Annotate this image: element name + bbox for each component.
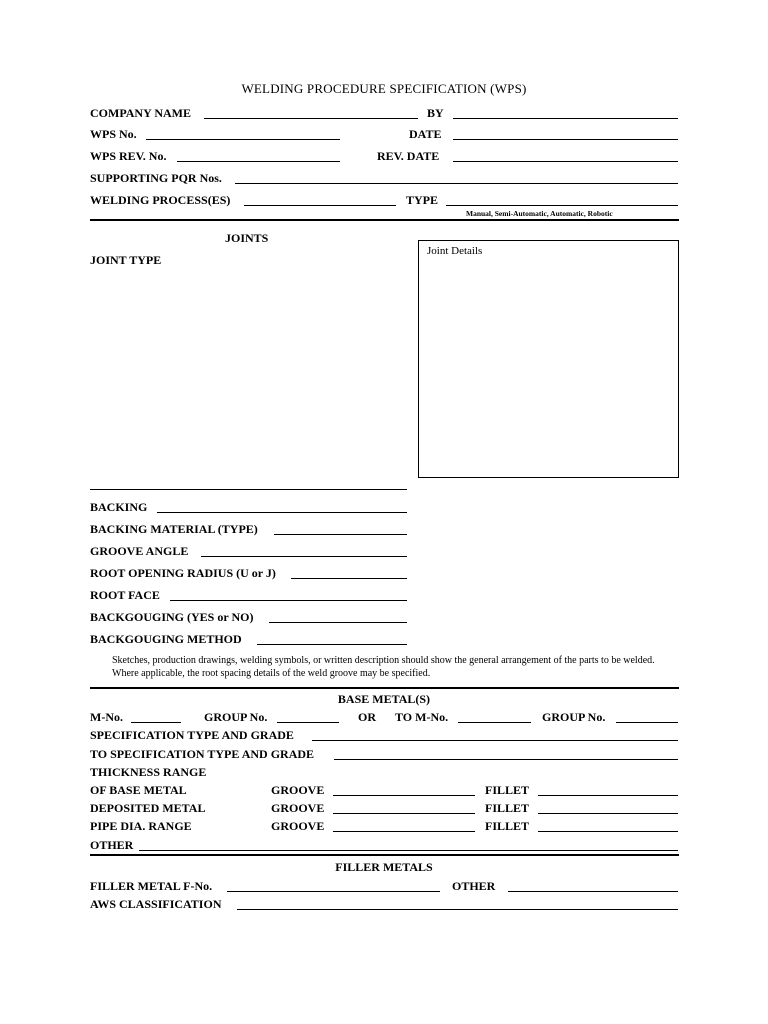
backgouging-method-label: BACKGOUGING METHOD: [90, 632, 242, 646]
type-options-hint: Manual, Semi-Automatic, Automatic, Robotic: [466, 209, 613, 218]
or-label: OR: [358, 710, 376, 724]
filler-f-no-field[interactable]: [227, 891, 440, 892]
fillet-label-3: FILLET: [485, 819, 530, 833]
filler-other-label: OTHER: [452, 879, 496, 893]
wps-rev-no-field[interactable]: [177, 161, 340, 162]
joint-details-box[interactable]: [418, 240, 679, 478]
joint-details-label: Joint Details: [427, 245, 483, 257]
root-face-label: ROOT FACE: [90, 588, 160, 602]
group-no-field[interactable]: [277, 722, 339, 723]
groove-label-3: GROOVE: [271, 819, 325, 833]
base-metal-fillet-field[interactable]: [538, 795, 678, 796]
section-divider: [90, 687, 679, 689]
joints-heading: JOINTS: [225, 231, 269, 245]
to-spec-type-grade-label: TO SPECIFICATION TYPE AND GRADE: [90, 747, 315, 761]
rev-date-label: REV. DATE: [377, 149, 440, 163]
root-opening-field[interactable]: [291, 578, 407, 579]
supporting-pqr-field[interactable]: [235, 183, 678, 184]
root-opening-label: ROOT OPENING RADIUS (U or J): [90, 566, 276, 580]
groove-label-1: GROOVE: [271, 783, 325, 797]
page-title: WELDING PROCEDURE SPECIFICATION (WPS): [241, 81, 527, 96]
by-label: BY: [427, 106, 444, 120]
spec-type-grade-label: SPECIFICATION TYPE AND GRADE: [90, 728, 294, 742]
section-divider: [90, 219, 679, 221]
date-label: DATE: [409, 127, 442, 141]
deposited-groove-field[interactable]: [333, 813, 475, 814]
pipe-fillet-field[interactable]: [538, 831, 678, 832]
joint-type-field[interactable]: [90, 489, 407, 490]
welding-process-label: WELDING PROCESS(ES): [90, 193, 231, 207]
fillet-label-1: FILLET: [485, 783, 530, 797]
groove-angle-label: GROOVE ANGLE: [90, 544, 189, 558]
aws-classification-label: AWS CLASSIFICATION: [90, 897, 222, 911]
welding-process-field[interactable]: [244, 205, 396, 206]
to-m-no-field[interactable]: [458, 722, 531, 723]
wps-no-label: WPS No.: [90, 127, 137, 141]
backing-material-field[interactable]: [274, 534, 407, 535]
filler-f-no-label: FILLER METAL F-No.: [90, 879, 213, 893]
other-field[interactable]: [139, 850, 678, 851]
pipe-groove-field[interactable]: [333, 831, 475, 832]
groove-label-2: GROOVE: [271, 801, 325, 815]
type-label: TYPE: [406, 193, 439, 207]
aws-classification-field[interactable]: [237, 909, 678, 910]
joints-note: Sketches, production drawings, welding symbols, or written description should show the general arrangement of the parts to be welded. Where applicable, the root spacing details of the weld groove may be specified.: [112, 655, 655, 679]
backgouging-method-field[interactable]: [257, 644, 407, 645]
fillet-label-2: FILLET: [485, 801, 530, 815]
company-name-label: COMPANY NAME: [90, 106, 191, 120]
backing-label: BACKING: [90, 500, 148, 514]
section-divider: [90, 854, 679, 856]
deposited-metal-label: DEPOSITED METAL: [90, 801, 206, 815]
group-no-2-field[interactable]: [616, 722, 678, 723]
backing-field[interactable]: [157, 512, 407, 513]
wps-rev-no-label: WPS REV. No.: [90, 149, 167, 163]
type-field[interactable]: [446, 205, 678, 206]
other-label: OTHER: [90, 838, 134, 852]
backing-material-label: BACKING MATERIAL (TYPE): [90, 522, 258, 536]
by-field[interactable]: [453, 118, 678, 119]
group-no-label: GROUP No.: [204, 710, 268, 724]
rev-date-field[interactable]: [453, 161, 678, 162]
thickness-range-label: THICKNESS RANGE: [90, 765, 207, 779]
wps-no-field[interactable]: [146, 139, 340, 140]
to-m-no-label: TO M-No.: [395, 710, 449, 724]
filler-other-field[interactable]: [508, 891, 678, 892]
of-base-metal-label: OF BASE METAL: [90, 783, 187, 797]
m-no-field[interactable]: [131, 722, 181, 723]
groove-angle-field[interactable]: [201, 556, 407, 557]
date-field[interactable]: [453, 139, 678, 140]
joint-type-label: JOINT TYPE: [90, 253, 162, 267]
base-metal-heading: BASE METAL(S): [337, 692, 431, 706]
base-metal-groove-field[interactable]: [333, 795, 475, 796]
filler-metals-heading: FILLER METALS: [335, 860, 433, 874]
deposited-fillet-field[interactable]: [538, 813, 678, 814]
spec-type-grade-field[interactable]: [312, 740, 678, 741]
to-spec-type-grade-field[interactable]: [334, 759, 678, 760]
root-face-field[interactable]: [170, 600, 407, 601]
backgouging-field[interactable]: [269, 622, 407, 623]
company-name-field[interactable]: [204, 118, 418, 119]
supporting-pqr-label: SUPPORTING PQR Nos.: [90, 171, 222, 185]
m-no-label: M-No.: [90, 710, 123, 724]
group-no-2-label: GROUP No.: [542, 710, 606, 724]
backgouging-label: BACKGOUGING (YES or NO): [90, 610, 254, 624]
pipe-dia-range-label: PIPE DIA. RANGE: [90, 819, 192, 833]
